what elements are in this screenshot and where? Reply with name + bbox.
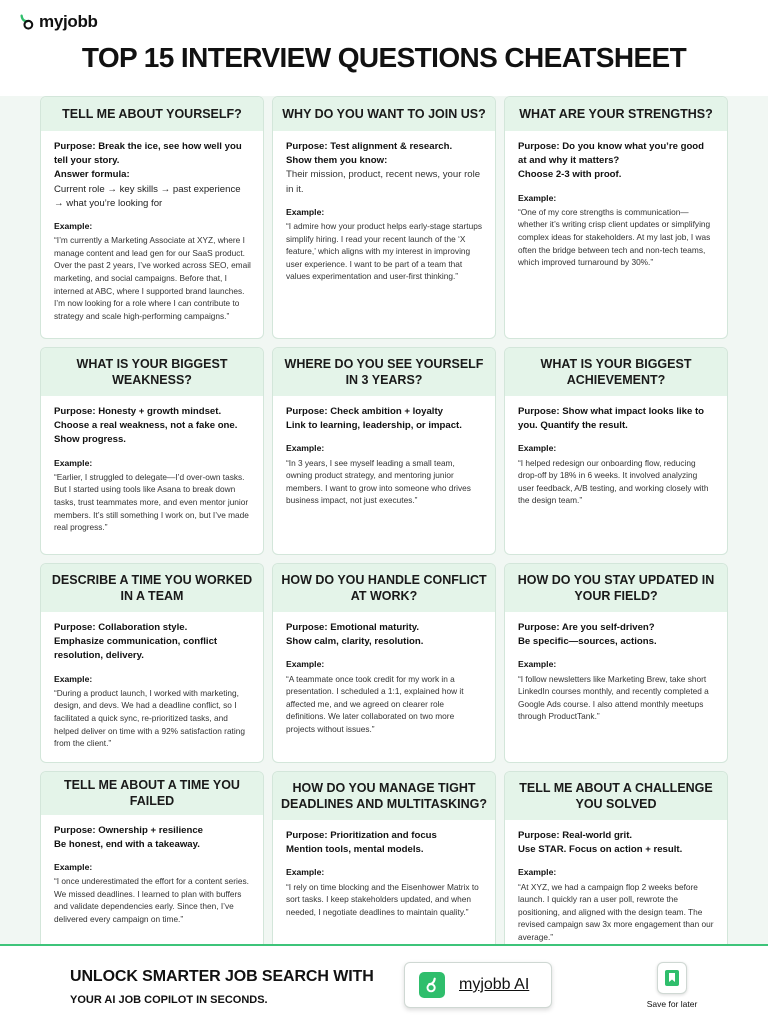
question-card <box>272 347 496 555</box>
save-for-later-button[interactable] <box>640 962 704 1009</box>
myjobb-ai-label: myjobb AI <box>459 976 530 993</box>
example-text: “I’m currently a Marketing Associate at XYZ, where I manage content and lead gen for our SaaS product. Over the past 2 years, I’ve worked across SEO, email marketing, and social campaigns. Before that, I interned at ABC, where I supported brand launches. I’m now looking for a role where I can contribute to strategy and scale high-performing campaigns.” <box>54 235 251 321</box>
card-guideline: Choose a real weakness, not a fake one. <box>54 420 238 432</box>
card-heading: WHAT IS YOUR BIGGEST WEAKNESS? <box>41 348 263 396</box>
example-label: Example: <box>286 206 325 217</box>
card-heading: TELL ME ABOUT A CHALLENGE YOU SOLVED <box>505 772 727 820</box>
card-heading: WHAT ARE YOUR STRENGTHS? <box>505 97 727 131</box>
cta-title: UNLOCK SMARTER JOB SEARCH WITH <box>70 968 374 985</box>
example-label: Example: <box>54 220 93 231</box>
card-purpose: Purpose: Do you know what you’re good at and why it matters? <box>518 141 705 167</box>
brand-logo[interactable] <box>18 12 98 32</box>
card-body <box>273 820 495 926</box>
example-text: “In 3 years, I see myself leading a small team, owning product strategy, and mentoring junior members. I want to grow into someone who drives business impact, not just executes.” <box>286 457 471 506</box>
card-body <box>505 131 727 277</box>
question-card <box>504 563 728 763</box>
myjobb-logo-icon <box>18 13 36 31</box>
card-guideline: Be honest, end with a takeaway. <box>54 838 200 850</box>
card-heading: WHY DO YOU WANT TO JOIN US? <box>273 97 495 131</box>
card-guideline-detail: Their mission, product, recent news, your role in it. <box>286 169 481 195</box>
card-heading: DESCRIBE A TIME YOU WORKED IN A TEAM <box>41 564 263 612</box>
card-heading: HOW DO YOU MANAGE TIGHT DEADLINES AND MULTITASKING? <box>273 772 495 820</box>
example-text: “I rely on time blocking and the Eisenhower Matrix to sort tasks. I keep stakeholders updated, and when needed, I negotiate deadlines to maintain quality.” <box>286 881 479 917</box>
brand-name: myjobb <box>39 12 98 31</box>
bookmark-icon <box>657 962 687 994</box>
question-card <box>40 563 264 763</box>
page-title: TOP 15 INTERVIEW QUESTIONS CHEATSHEET <box>81 42 687 73</box>
page-header <box>0 0 768 96</box>
example-label: Example: <box>54 457 93 468</box>
card-guideline: Show them you know: <box>286 155 388 167</box>
question-card <box>504 347 728 555</box>
card-purpose: Purpose: Show what impact looks like to you. Quantify the result. <box>518 406 705 432</box>
card-purpose: Purpose: Are you self-driven? <box>518 622 655 633</box>
card-guideline: Emphasize communication, conflict resolution, delivery. <box>54 636 218 662</box>
footer-cta <box>0 944 768 1024</box>
card-heading: TELL ME ABOUT A TIME YOU FAILED <box>41 772 263 815</box>
example-label: Example: <box>518 659 557 670</box>
card-guideline: Show calm, clarity, resolution. <box>286 636 424 648</box>
card-body <box>41 131 263 330</box>
card-guideline: Link to learning, leadership, or impact. <box>286 420 462 432</box>
card-heading: TELL ME ABOUT YOURSELF? <box>41 97 263 131</box>
myjobb-ai-button[interactable] <box>404 962 552 1008</box>
example-label: Example: <box>518 192 557 203</box>
save-for-later-label: Save for later <box>646 999 698 1009</box>
question-card <box>40 771 264 961</box>
card-heading: HOW DO YOU STAY UPDATED IN YOUR FIELD? <box>505 564 727 612</box>
example-text: “During a product launch, I worked with marketing, design, and devs. We had a deadline conflict, so I facilitated a quick sync, re-prioritized tasks, and helped deliver on time with a 92% satisfaction rating from the client.” <box>54 687 245 749</box>
card-guideline: Mention tools, mental models. <box>286 844 424 856</box>
card-body <box>505 612 727 731</box>
example-text: “One of my core strengths is communication—whether it’s writing crisp client updates or simplifying complex ideas for stakeholders. At my last job, I was often the bridge between tech and non-tech teams, which improved turnaround by 30%.” <box>518 206 711 268</box>
card-guideline: Show progress. <box>54 434 126 446</box>
question-card <box>272 771 496 961</box>
example-label: Example: <box>54 861 93 872</box>
answer-formula-line: Current role → key skills → past experience <box>54 183 241 195</box>
card-purpose: Purpose: Break the ice, see how well you tell your story. <box>54 141 242 167</box>
card-heading: WHERE DO YOU SEE YOURSELF IN 3 YEARS? <box>273 348 495 396</box>
example-label: Example: <box>286 867 325 878</box>
card-guideline: Choose 2-3 with proof. <box>518 169 622 181</box>
cta-subtitle: YOUR AI JOB COPILOT IN SECONDS. <box>70 994 268 1006</box>
card-purpose: Purpose: Check ambition + loyalty <box>286 406 444 417</box>
example-text: “At XYZ, we had a campaign flop 2 weeks before launch. I quickly ran a user poll, rewrote the positioning, and aligned with the design team. The revised campaign saw 3x more engagement than our average.” <box>518 881 714 942</box>
example-label: Example: <box>286 443 325 454</box>
example-label: Example: <box>518 867 557 878</box>
card-guideline: Use STAR. Focus on action + result. <box>518 844 683 856</box>
card-heading: WHAT IS YOUR BIGGEST ACHIEVEMENT? <box>505 348 727 396</box>
card-purpose: Purpose: Honesty + growth mindset. <box>54 406 222 417</box>
answer-formula-label: Answer formula: <box>54 169 130 181</box>
question-grid <box>40 96 728 961</box>
example-label: Example: <box>286 659 325 670</box>
card-body <box>505 396 727 515</box>
example-text: “I once underestimated the effort for a content series. We missed deadlines. I learned to plan with buffers and validate dependencies early. Since then, I’ve delivered every campaign on time.” <box>54 876 249 924</box>
card-body <box>41 815 263 934</box>
card-purpose: Purpose: Ownership + resilience <box>54 824 204 836</box>
question-card <box>272 96 496 339</box>
example-text: “I follow newsletters like Marketing Brew, take short LinkedIn courses monthly, and recently completed a Google Ads course. I also attend monthly meetups through ProductTank.” <box>518 673 709 722</box>
question-card <box>504 96 728 339</box>
card-body <box>41 612 263 758</box>
card-body <box>273 612 495 744</box>
example-text: “A teammate once took credit for my work in a presentation. I scheduled a 1:1, explained how it affected me, and we agreed on clearer role definitions. We later collaborated on two more projects without issues.” <box>286 673 464 734</box>
example-text: “I admire how your product helps early-stage startups simplify hiring. I read your recent launch of the ‘X feature,’ which aligns with my interest in improving user experience. I want to be part of a team that values experimentation and user-first thinking.” <box>286 220 482 282</box>
card-body <box>41 396 263 542</box>
question-card <box>504 771 728 961</box>
example-text: “I helped redesign our onboarding flow, reducing drop-off by 18% in 6 weeks. It involved analyzing user feedback, A/B testing, and working closely with the design team.” <box>518 457 709 506</box>
card-purpose: Purpose: Test alignment & research. <box>286 141 453 152</box>
example-label: Example: <box>54 673 93 684</box>
example-text: “Earlier, I struggled to delegate—I’d over-own tasks. But I started using tools like Asana to break down tasks, trust teammates more, and even mentor junior members. It’s still something I work on, but I’ve made real progress.” <box>54 471 249 533</box>
card-body <box>273 131 495 291</box>
card-heading: HOW DO YOU HANDLE CONFLICT AT WORK? <box>273 564 495 612</box>
card-purpose: Purpose: Real-world grit. <box>518 830 633 841</box>
card-purpose: Purpose: Collaboration style. <box>54 622 188 633</box>
example-label: Example: <box>518 443 557 454</box>
question-card <box>40 347 264 555</box>
answer-formula-line: → what you’re looking for <box>54 197 163 209</box>
card-guideline: Be specific—sources, actions. <box>518 636 657 648</box>
card-purpose: Purpose: Prioritization and focus <box>286 830 437 841</box>
question-card <box>40 96 264 339</box>
card-purpose: Purpose: Emotional maturity. <box>286 622 420 633</box>
card-body <box>505 820 727 952</box>
myjobb-ai-icon <box>419 972 445 998</box>
card-body <box>273 396 495 515</box>
question-card <box>272 563 496 763</box>
